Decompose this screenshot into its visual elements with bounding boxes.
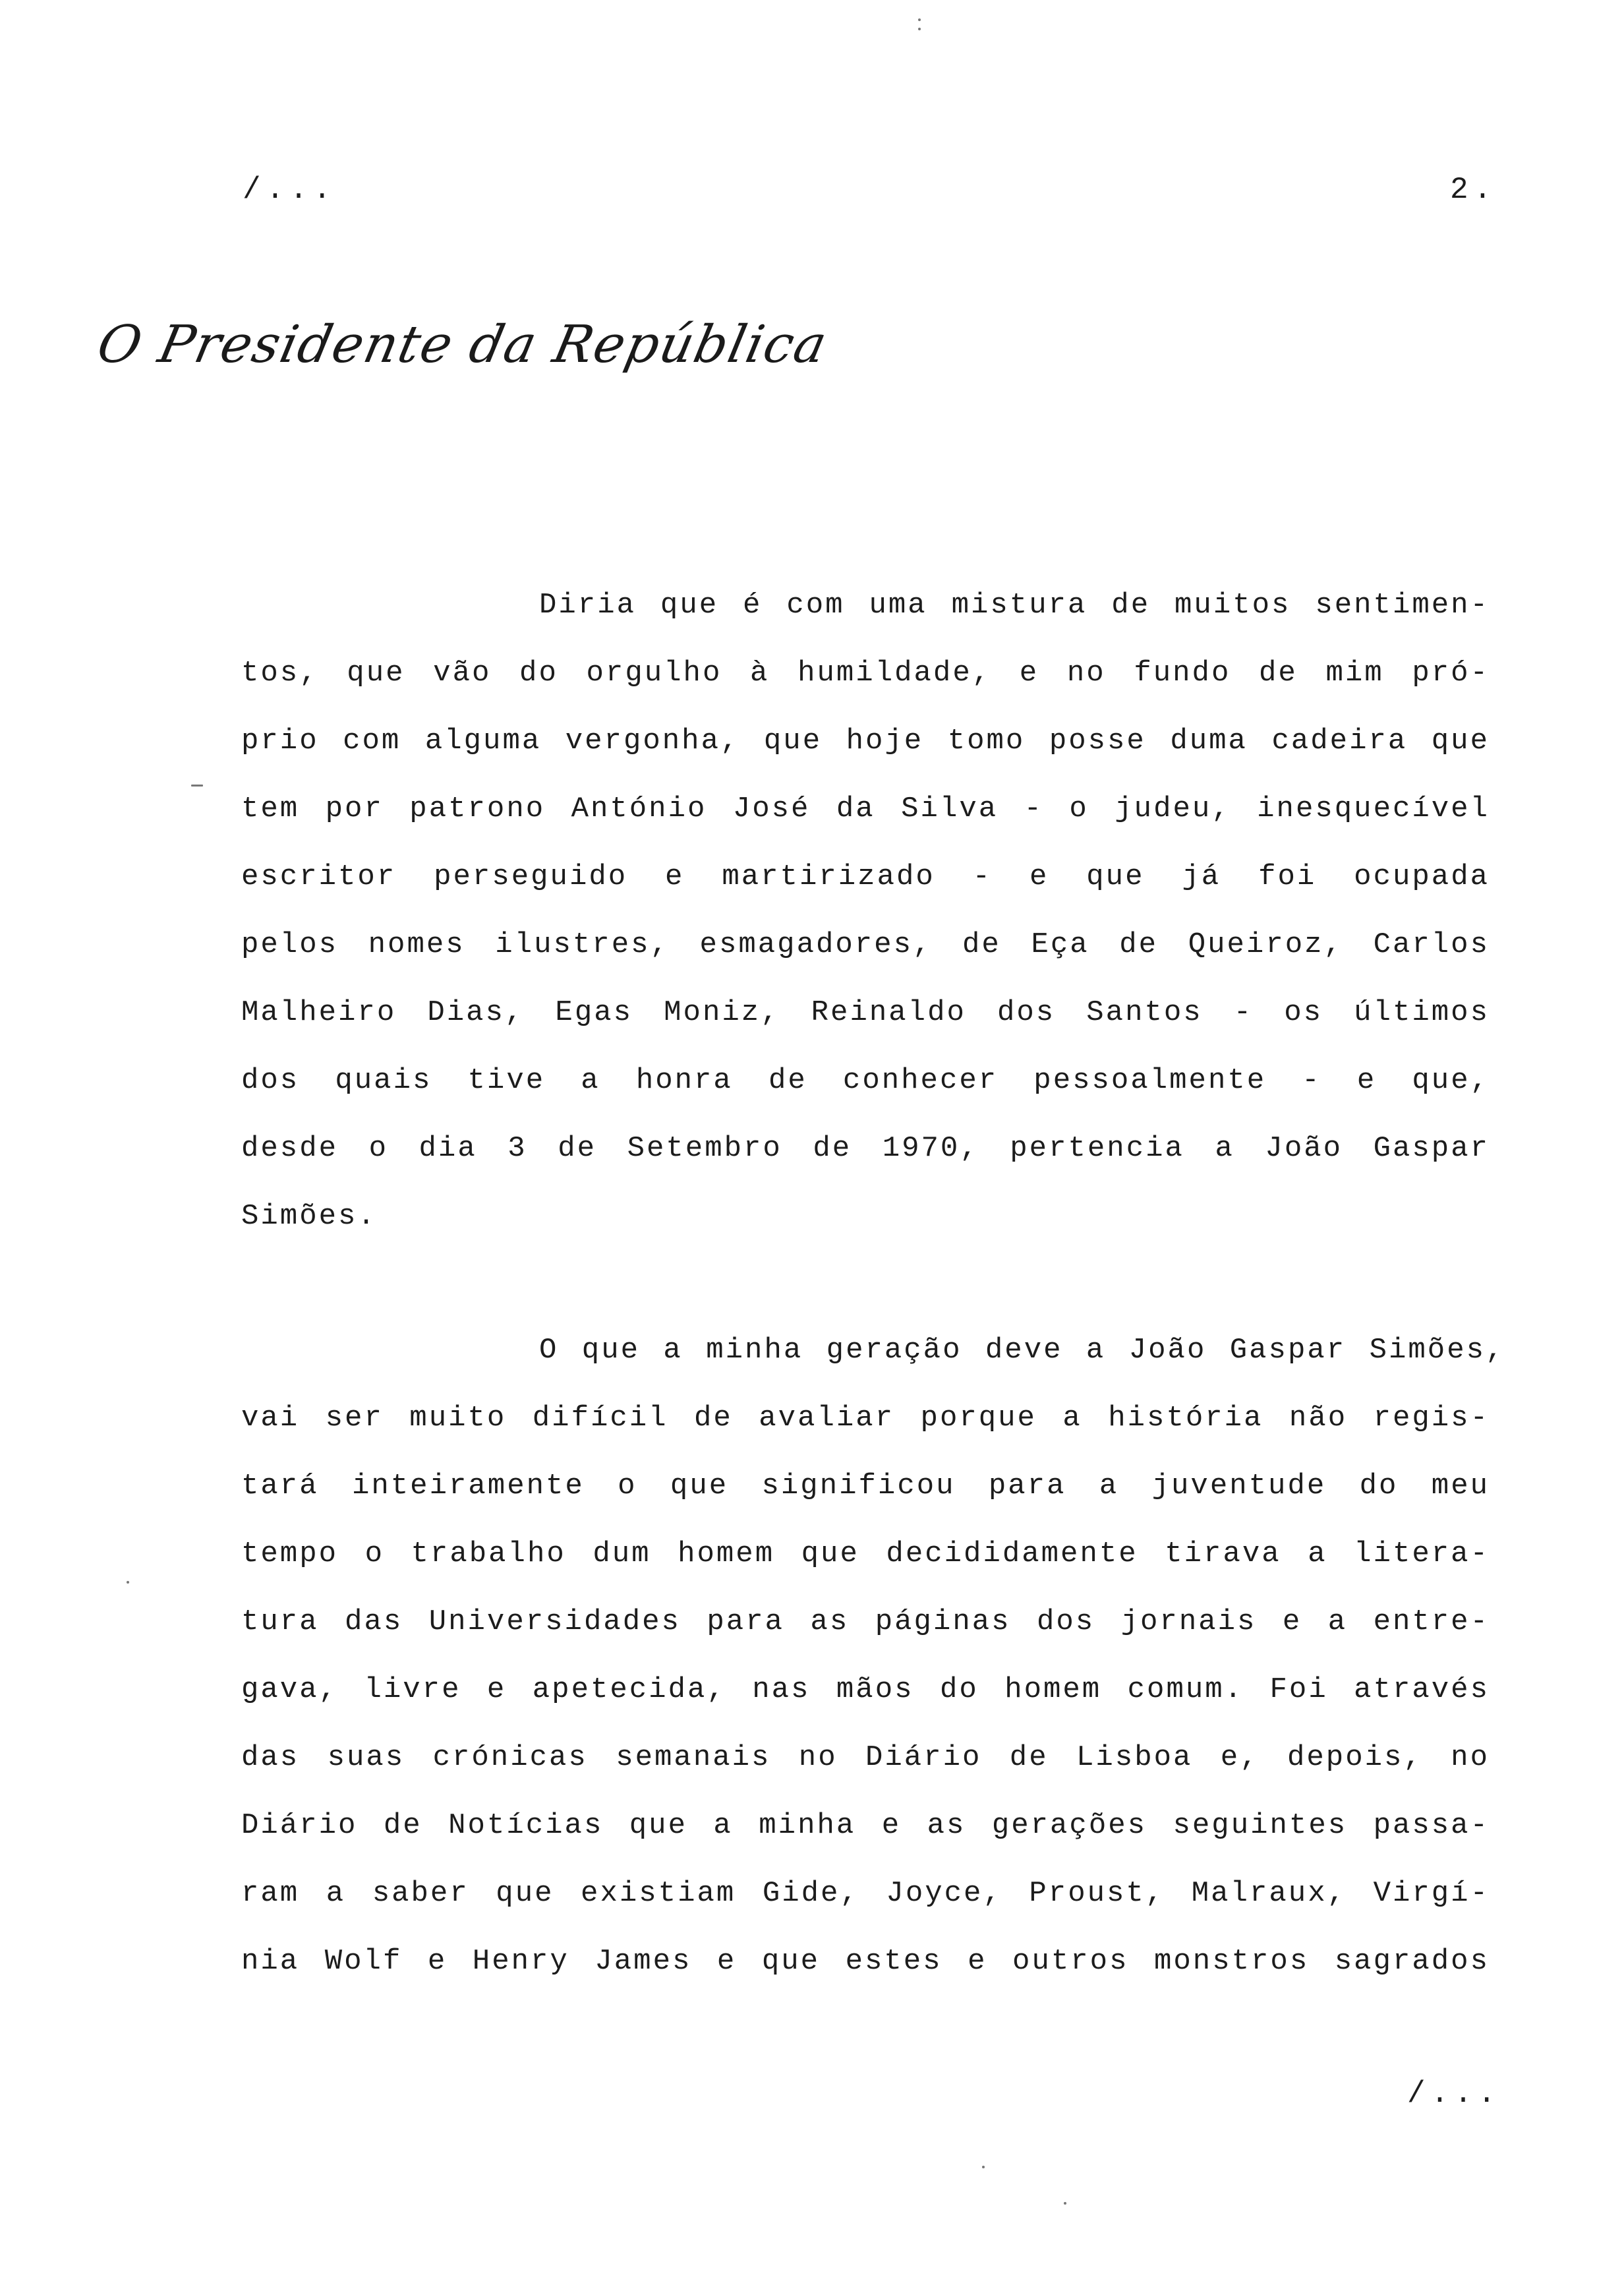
scan-speck <box>1064 2202 1066 2205</box>
continuation-mark-bottom: /... <box>1407 2077 1501 2111</box>
text-line: escritor perseguido e martirizado - e que já foi ocupada <box>241 860 1490 893</box>
text-line: vai ser muito difícil de avaliar porque a história não regis- <box>241 1402 1490 1435</box>
text-line: tos, que vão do orgulho à humildade, e no fundo de mim pró- <box>241 657 1490 690</box>
text-line: desde o dia 3 de Setembro de 1970, pertencia a João Gaspar <box>241 1132 1490 1165</box>
text-line: Simões. <box>241 1200 377 1233</box>
text-line: nia Wolf e Henry James e que estes e outros monstros sagrados <box>241 1945 1490 1978</box>
text-line: O que a minha geração deve a João Gaspar Simões, <box>539 1334 1505 1367</box>
page-number: 2. <box>1450 173 1497 207</box>
text-line: tem por patrono António José da Silva - o judeu, inesquecível <box>241 792 1490 825</box>
scan-speck <box>918 28 921 30</box>
text-line: tempo o trabalho dum homem que decididamente tirava a litera- <box>241 1537 1490 1570</box>
scan-speck <box>127 1581 129 1584</box>
paragraph-1 <box>241 585 1490 1264</box>
text-line: ram a saber que existiam Gide, Joyce, Proust, Malraux, Virgí- <box>241 1877 1490 1910</box>
text-line: pelos nomes ilustres, esmagadores, de Eça de Queiroz, Carlos <box>241 928 1490 961</box>
scan-speck <box>918 18 921 21</box>
text-line: prio com alguma vergonha, que hoje tomo posse duma cadeira que <box>241 725 1490 758</box>
paragraph-2 <box>241 1330 1505 2009</box>
letterhead-title: O Presidente da República <box>92 315 833 374</box>
text-line: gava, livre e apetecida, nas mãos do homem comum. Foi através <box>241 1673 1490 1706</box>
text-line: Malheiro Dias, Egas Moniz, Reinaldo dos Santos - os últimos <box>241 996 1490 1029</box>
text-line: dos quais tive a honra de conhecer pessoalmente - e que, <box>241 1064 1490 1097</box>
continuation-mark-top: /... <box>243 173 337 207</box>
scan-speck <box>982 2166 985 2168</box>
text-line: tura das Universidades para as páginas dos jornais e a entre- <box>241 1605 1490 1638</box>
text-line: Diário de Notícias que a minha e as gerações seguintes passa- <box>241 1809 1490 1842</box>
text-line: Diria que é com uma mistura de muitos sentimen- <box>539 589 1490 622</box>
scan-speck <box>191 785 203 787</box>
text-line: tará inteiramente o que significou para a juventude do meu <box>241 1470 1490 1502</box>
text-line: das suas crónicas semanais no Diário de Lisboa e, depois, no <box>241 1741 1490 1774</box>
